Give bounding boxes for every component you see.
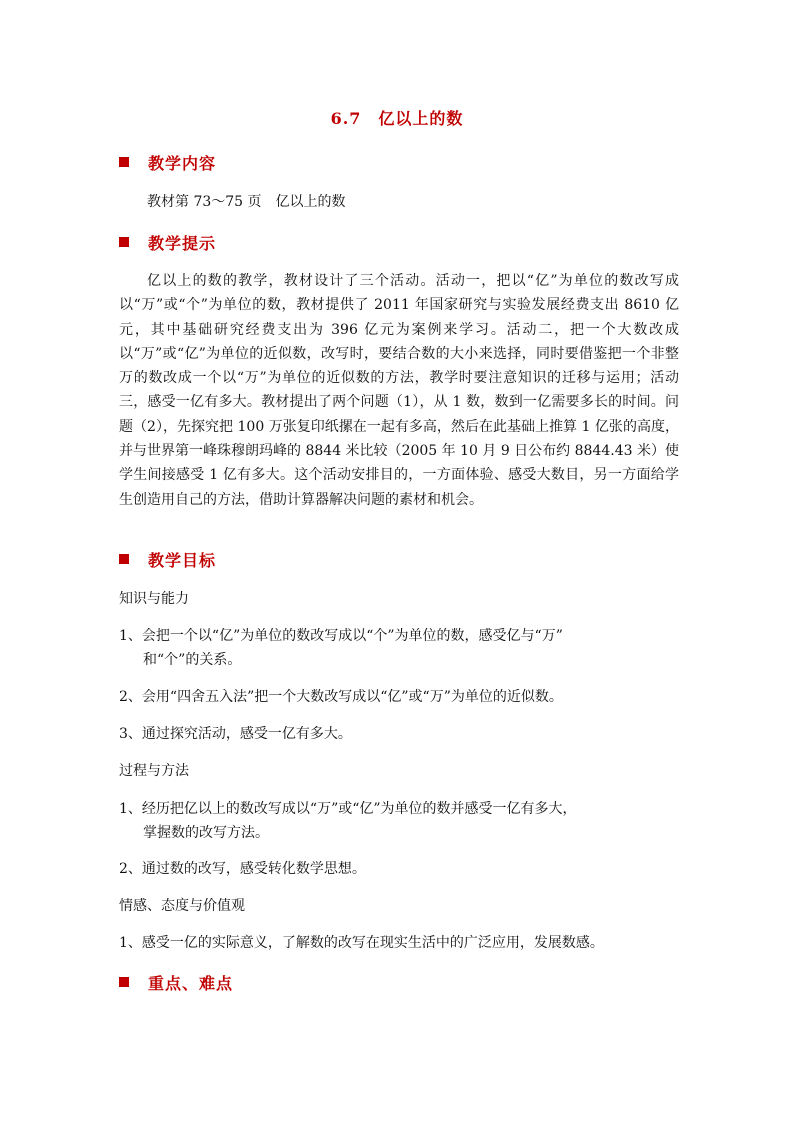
content-text: 教材第 73～75 页 亿以上的数 xyxy=(147,194,346,210)
item-text: 感受一亿的实际意义，了解数的改写在现实生活中的广泛应用，发展数感。 xyxy=(141,935,604,951)
list-item xyxy=(119,624,679,672)
section-heading-tips xyxy=(119,231,216,253)
subheading-process: 过程与方法 xyxy=(119,763,189,779)
list-item xyxy=(119,797,679,845)
bullet-square-icon xyxy=(119,554,129,564)
section-heading-label: 教学提示 xyxy=(148,233,217,253)
tips-paragraph: 亿以上的数的教学，教材设计了三个活动。活动一，把以“亿”为单位的数改写成以“万”或“个”为单位的数，教材提供了 2011 年国家研究与实验发展经费支出 8610 亿元，其中基础研究经费支出为 396 亿元为案例来学习。活动二，把一个大数改成以“万”或“亿”为单位的近似数，改写时，要结合数的大小来选择，同时要借鉴把一个非整万的数改成一个以“万”为单位的近似数的方法，教学时要注意知识的迁移与运用；活动三，感受一亿有多大。教材提出了两个问题（1），从 1 数，数到一亿需要多长的时间。问题（2），先探究把 100 万张复印纸摞在一起有多高，然后在此基础上推算 1 亿张的高度，并与世界第一峰珠穆朗玛峰的 8844 米比较（2005 年 10 月 9 日公布约 8844.43 米）使学生间接感受 1 亿有多大。这个活动安排目的，一方面体验、感受大数目，另一方面给学生创造用自己的方法，借助计算器解决问题的素材和机会。 xyxy=(119,273,679,508)
bullet-square-icon xyxy=(119,237,129,247)
item-text: 通过探究活动，感受一亿有多大。 xyxy=(141,726,352,742)
list-item xyxy=(119,722,679,746)
list-item xyxy=(119,857,679,881)
bullet-square-icon xyxy=(119,157,129,167)
item-text-continued: 和“个”的关系。 xyxy=(143,652,242,668)
item-number: 1、 xyxy=(119,801,142,817)
page-title: 6.7 亿以上的数 xyxy=(330,109,464,128)
section-heading-label: 教学目标 xyxy=(148,550,217,570)
item-text: 会用“四舍五入法”把一个大数改写成以“亿”或“万”为单位的近似数。 xyxy=(141,689,563,705)
item-number: 3、 xyxy=(119,726,142,742)
item-number: 2、 xyxy=(119,689,142,705)
section-heading-label: 重点、难点 xyxy=(148,973,234,993)
item-number: 1、 xyxy=(119,935,142,951)
item-number: 1、 xyxy=(119,628,142,644)
section-heading-content xyxy=(119,151,216,173)
bullet-square-icon xyxy=(119,977,129,987)
item-text-continued: 掌握数的改写方法。 xyxy=(143,825,269,841)
subheading-knowledge: 知识与能力 xyxy=(119,591,189,607)
list-item xyxy=(119,685,679,709)
item-number: 2、 xyxy=(119,861,142,877)
subheading-emotion: 情感、态度与价值观 xyxy=(119,898,245,914)
item-text: 通过数的改写，感受转化数学思想。 xyxy=(141,861,366,877)
list-item xyxy=(119,931,679,955)
item-text: 会把一个以“亿”为单位的数改写成以“个”为单位的数，感受亿与“万” xyxy=(141,628,563,644)
item-text: 经历把亿以上的数改写成以“万”或“亿”为单位的数并感受一亿有多大， xyxy=(141,801,577,817)
section-heading-label: 教学内容 xyxy=(148,153,217,173)
section-heading-goals xyxy=(119,548,216,570)
section-heading-keypoints xyxy=(119,971,233,993)
